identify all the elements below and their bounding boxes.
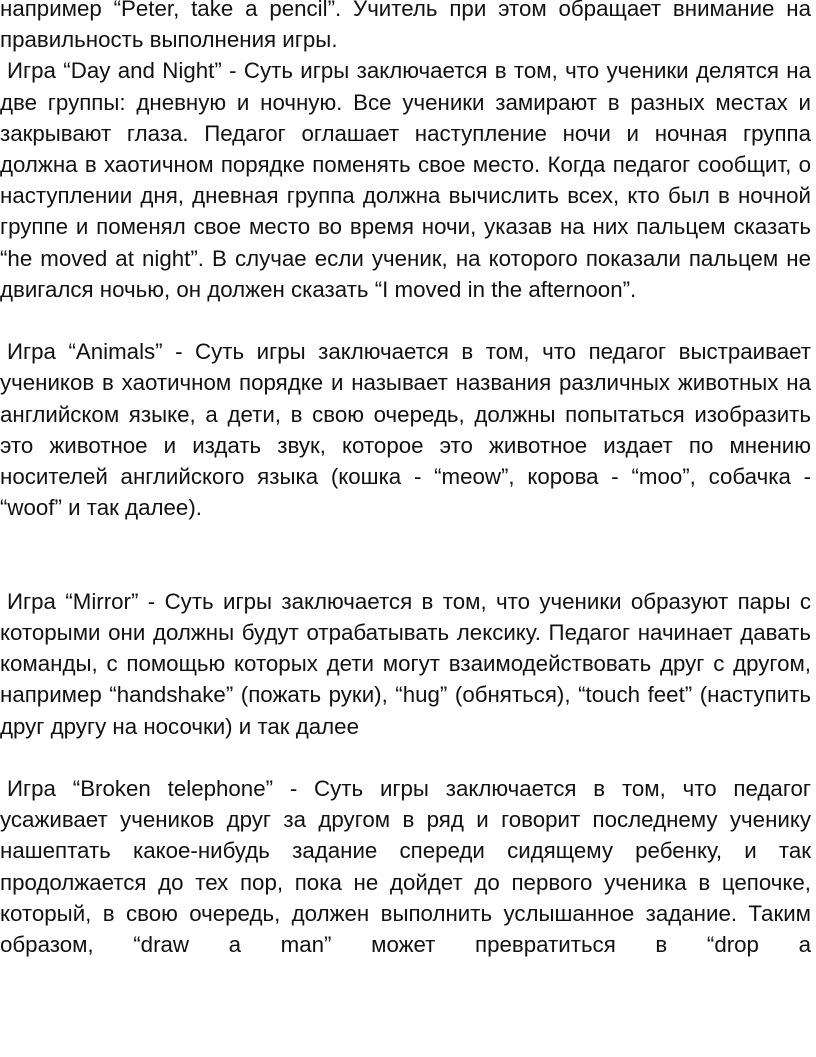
paragraph-broken-telephone: Игра “Broken telephone” - Суть игры заключается в том, что педагог усаживает учеников друг за другом в ряд и говорит последнему ученику нашептать какое-нибудь задание спереди сидящему ребенку, и так продолжается до тех пор, пока не дойдет до первого ученика в цепочке, который, в свою очередь, должен выполнить услышанное задание. Таким образом, “draw a man” может превратиться в “drop a [0,776,811,958]
paragraph-intro-end: например “Peter, take a pencil”. Учитель при этом обращает внимание на правильность выполнения игры. [0,0,811,53]
paragraph-mirror: Игра “Mirror” - Суть игры заключается в том, что ученики образуют пары с которыми они должны будут отрабатывать лексику. Педагог начинает давать команды, с помощью которых дети могут взаимодействовать друг с другом, например “handshake” (пожать руки), “hug” (обняться), “touch feet” (наступить друг другу на носочки) и так далее [0,588,811,739]
paragraph-spacer [0,523,811,585]
paragraph-animals: Игра “Animals” - Суть игры заключается в том, что педагог выстраивает учеников в хаотичном порядке и называет названия различных животных на английском языке, а дети, в свою очередь, должны попытаться изобразить это животное и издать звук, которое это животное издает по мнению носителей английского языка (кошка - “meow”, корова - “moo”, собачка - “woof” и так далее). [0,339,811,521]
paragraph-spacer [0,742,811,773]
paragraph-spacer [0,305,811,336]
paragraph-day-and-night: Игра “Day and Night” - Суть игры заключается в том, что ученики делятся на две группы: дневную и ночную. Все ученики замирают в разных местах и закрывают глаза. Педагог оглашает наступление ночи и ночная группа должна в хаотичном порядке поменять свое место. Когда педагог сообщит, о наступлении дня, дневная группа должна вычислить всех, кто был в ночной группе и поменял свое место во время ночи, указав на них пальцем сказать “he moved at night”. В случае если ученик, на которого показали пальцем не двигался ночью, он должен сказать “I moved in the afternoon”. [0,58,811,302]
